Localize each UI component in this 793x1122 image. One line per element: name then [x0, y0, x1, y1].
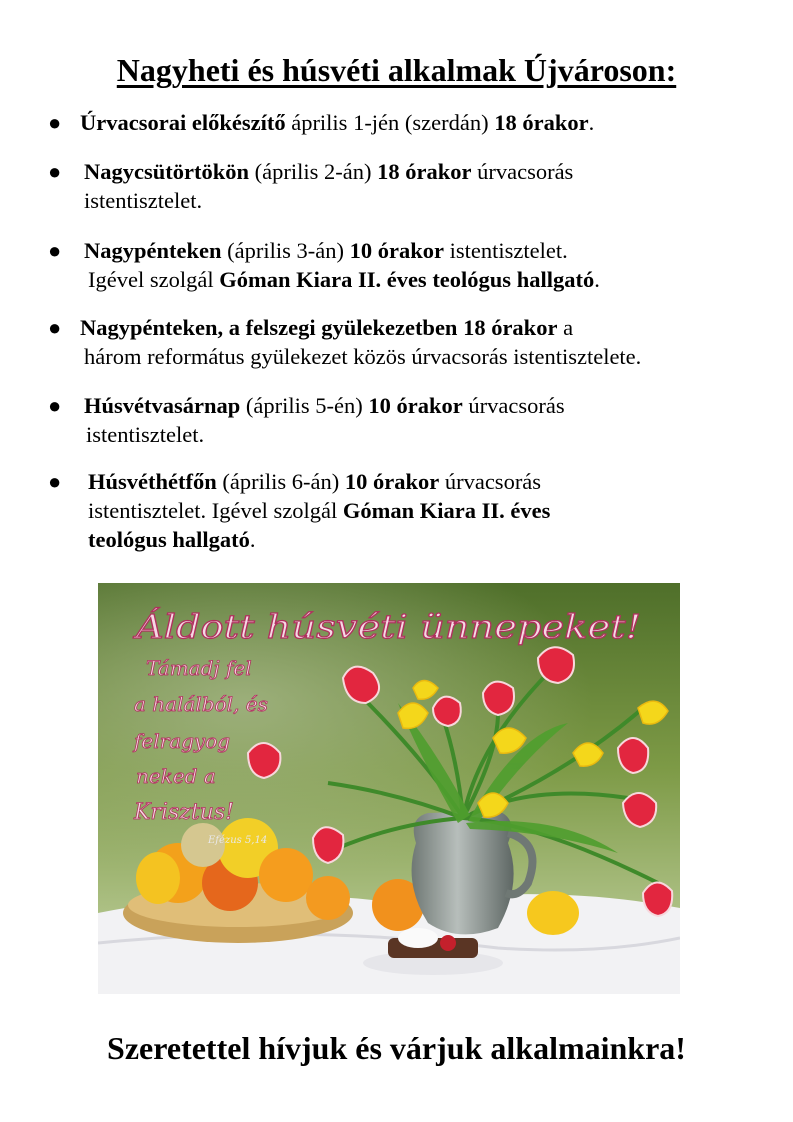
bold-segment: Úrvacsorai előkészítő [80, 110, 286, 135]
event-text-line [80, 108, 760, 137]
closing-invitation: Szeretettel hívjuk és várjuk alkalmainkra! [107, 1030, 686, 1066]
bold-segment: Góman Kiara II. éves teológus hallgató [219, 267, 595, 292]
text-segment: három református gyülekezet közös úrvacsorás istentisztelete. [84, 344, 642, 369]
bullet-icon: ● [48, 110, 62, 135]
event-text-line [88, 496, 768, 525]
event-item [0, 108, 793, 137]
event-text-line [84, 157, 764, 186]
verse-line: neked a [136, 764, 216, 788]
event-text-line [84, 420, 764, 449]
bullet-icon: ● [48, 159, 62, 184]
text-segment: (április 5-én) [240, 393, 369, 418]
event-text-line [84, 391, 764, 420]
easter-greeting-picture [98, 583, 680, 994]
text-segment: . [588, 110, 595, 135]
event-text-line [88, 467, 768, 496]
text-segment: . [594, 267, 600, 292]
event-item [0, 313, 793, 371]
text-segment: úrvacsorás [462, 393, 565, 418]
greeting-text: Áldott húsvéti ünnepeket! [136, 607, 571, 646]
event-text-line [84, 265, 764, 294]
bullet-icon: ● [48, 238, 62, 263]
bold-segment: teológus hallgató [88, 527, 250, 552]
text-segment: . [249, 527, 256, 552]
bold-segment: 10 órakor [344, 469, 440, 494]
text-segment: istentisztelet. Igével szolgál [88, 498, 343, 523]
event-text-line [80, 342, 760, 371]
event-item [0, 467, 793, 554]
event-text [84, 236, 764, 294]
event-text-line [80, 313, 760, 342]
verse-line: Támadj fel [146, 656, 252, 680]
text-segment: (április 6-án) [216, 469, 345, 494]
bold-segment: 10 órakor [349, 238, 444, 263]
text-segment: (április 3-án) [221, 238, 350, 263]
text-segment: úrvacsorás [439, 469, 542, 494]
verse-line: a halálból, és [134, 692, 268, 716]
bullet-icon: ● [48, 315, 62, 340]
event-item [0, 157, 793, 215]
text-segment: úrvacsorás [471, 159, 574, 184]
event-text [84, 157, 764, 215]
text-segment: Igével szolgál [88, 267, 220, 292]
event-text-line [84, 236, 764, 265]
bold-segment: Húsvéthétfőn [88, 469, 217, 494]
event-text [80, 108, 760, 137]
event-item [0, 236, 793, 294]
bold-segment: Húsvétvasárnap [84, 393, 241, 418]
verse-reference: Efézus 5,14 [208, 835, 268, 846]
text-segment: a [557, 315, 574, 340]
bold-segment: Góman Kiara II. éves [342, 498, 551, 523]
event-text-line [84, 186, 764, 215]
bold-segment: Nagycsütörtökön [84, 159, 250, 184]
text-segment: (április 2-án) [249, 159, 378, 184]
bold-segment: Nagypénteken, a felszegi gyülekezetben 18 órakor [80, 315, 558, 340]
event-text [80, 313, 760, 371]
bullet-icon: ● [48, 393, 62, 418]
event-text [88, 467, 768, 554]
verse-line: Krisztus! [134, 800, 235, 825]
text-segment: április 1-jén (szerdán) [285, 110, 495, 135]
text-segment: istentisztelet. [443, 238, 568, 263]
event-text [84, 391, 764, 449]
text-segment: istentisztelet. [84, 188, 203, 213]
bullet-icon: ● [48, 469, 62, 494]
bold-segment: 18 órakor [494, 110, 589, 135]
bold-segment: Nagypénteken [84, 238, 222, 263]
page-title: Nagyheti és húsvéti alkalmak Újvároson: [116, 52, 677, 88]
event-text-line [88, 525, 768, 554]
text-segment: istentisztelet. [86, 422, 205, 447]
verse-line: felragyog [134, 729, 231, 753]
event-item [0, 391, 793, 449]
bold-segment: 10 órakor [368, 393, 463, 418]
bold-segment: 18 órakor [377, 159, 472, 184]
